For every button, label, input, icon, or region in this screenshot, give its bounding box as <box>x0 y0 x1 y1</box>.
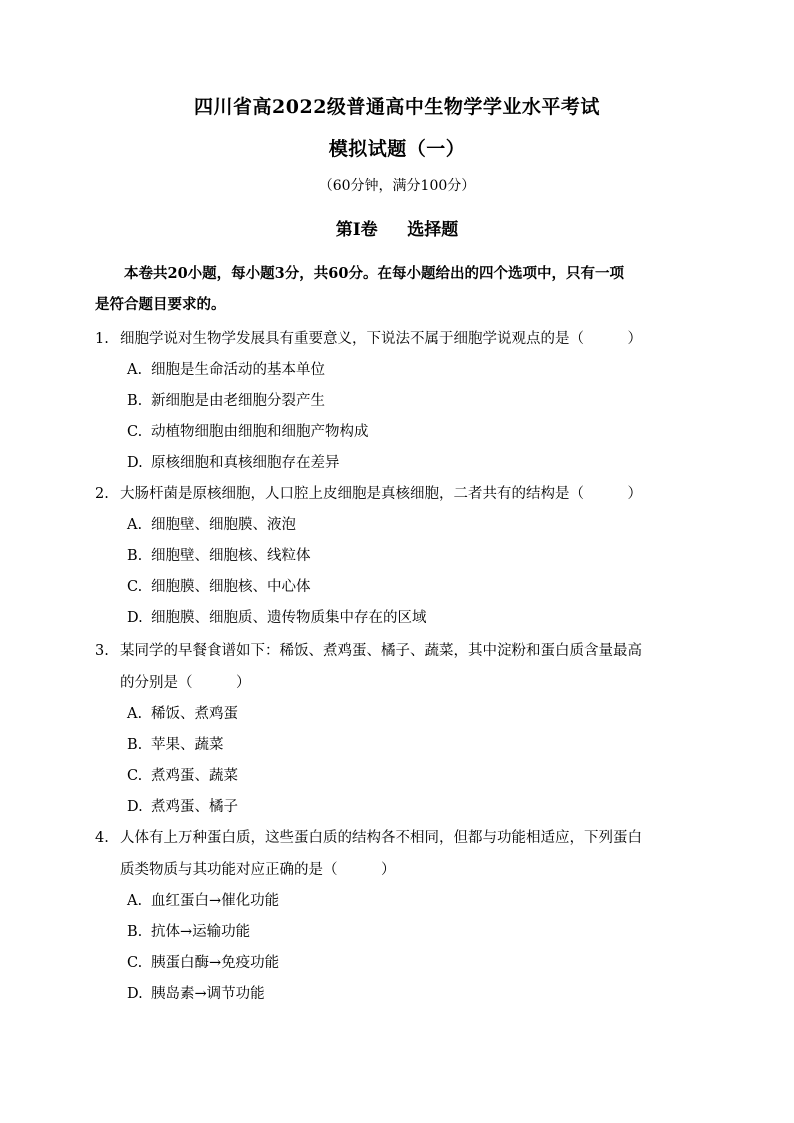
section-title: 第Ⅰ卷 选择题 <box>335 220 459 240</box>
question-4-option-a <box>127 886 279 917</box>
question-1-stem <box>95 324 698 355</box>
question-1-option-c <box>127 417 369 448</box>
option-letter: B. <box>127 393 143 409</box>
option-text: 稀饭、煮鸡蛋 <box>151 706 238 722</box>
question-text: 某同学的早餐食谱如下：稀饭、煮鸡蛋、橘子、蔬菜，其中淀粉和蛋白质含量最高 <box>120 643 642 659</box>
option-text: 煮鸡蛋、橘子 <box>151 799 238 815</box>
option-text: 原核细胞和真核细胞存在差异 <box>151 455 340 471</box>
option-letter: C. <box>127 768 143 784</box>
question-4-option-c <box>127 948 279 979</box>
instructions-line-1: 本卷共20小题，每小题3分，共60分。在每小题给出的四个选项中，只有一项 <box>124 265 624 282</box>
exam-subtitle: 模拟试题（一） <box>328 138 466 160</box>
question-2-option-b <box>127 541 311 572</box>
option-text: 细胞是生命活动的基本单位 <box>151 362 325 378</box>
question-3-option-b <box>127 730 224 761</box>
question-2-option-a <box>127 510 296 541</box>
option-letter: A. <box>127 517 143 533</box>
option-letter: C. <box>127 955 143 971</box>
option-letter: D. <box>127 610 143 626</box>
question-2-option-d <box>127 603 427 634</box>
option-letter: A. <box>127 706 143 722</box>
option-letter: D. <box>127 455 143 471</box>
question-4-stem <box>95 823 698 854</box>
question-4-option-d <box>127 979 265 1010</box>
option-text: 细胞膜、细胞核、中心体 <box>151 579 311 595</box>
option-letter: B. <box>127 737 143 753</box>
exam-title: 四川省高2022级普通高中生物学学业水平考试 <box>194 96 600 118</box>
question-1-option-b <box>127 386 325 417</box>
question-number: 4. <box>95 830 109 846</box>
option-text: 新细胞是由老细胞分裂产生 <box>151 393 325 409</box>
question-1-option-a <box>127 355 325 386</box>
option-text: 细胞壁、细胞膜、液泡 <box>151 517 296 533</box>
option-letter: B. <box>127 924 143 940</box>
question-text: 人体有上万种蛋白质，这些蛋白质的结构各不相同，但都与功能相适应，下列蛋白 <box>120 830 642 846</box>
option-letter: C. <box>127 424 143 440</box>
option-text: 煮鸡蛋、蔬菜 <box>151 768 238 784</box>
question-number: 3. <box>95 643 109 659</box>
option-text: 苹果、蔬菜 <box>151 737 224 753</box>
option-letter: D. <box>127 986 143 1002</box>
option-letter: D. <box>127 799 143 815</box>
question-1-option-d <box>127 448 340 479</box>
option-letter: A. <box>127 893 143 909</box>
option-letter: B. <box>127 548 143 564</box>
question-text: 细胞学说对生物学发展具有重要意义，下说法不属于细胞学说观点的是（ ） <box>120 331 642 347</box>
option-text: 动植物细胞由细胞和细胞产物构成 <box>151 424 369 440</box>
option-text: 细胞膜、细胞质、遗传物质集中存在的区域 <box>151 610 427 626</box>
option-text: 血红蛋白→催化功能 <box>151 893 280 909</box>
question-number: 1. <box>95 331 109 347</box>
exam-duration-score: （60分钟，满分100分） <box>318 178 476 194</box>
option-letter: C. <box>127 579 143 595</box>
option-letter: A. <box>127 362 143 378</box>
option-text: 胰岛素→调节功能 <box>151 986 265 1002</box>
option-text: 细胞壁、细胞核、线粒体 <box>151 548 311 564</box>
question-3-stem-continued: 的分别是（ ） <box>120 675 251 691</box>
option-text: 抗体→运输功能 <box>151 924 251 940</box>
question-number: 2. <box>95 486 109 502</box>
question-4-option-b <box>127 917 250 948</box>
question-3-option-c <box>127 761 238 792</box>
question-3-stem <box>95 636 698 667</box>
question-4-stem-continued: 质类物质与其功能对应正确的是（ ） <box>120 862 396 878</box>
question-2-stem <box>95 479 698 510</box>
question-3-option-a <box>127 699 238 730</box>
question-2-option-c <box>127 572 311 603</box>
option-text: 胰蛋白酶→免疫功能 <box>151 955 280 971</box>
question-3-option-d <box>127 792 238 823</box>
instructions-line-2: 是符合题目要求的。 <box>95 296 226 313</box>
question-text: 大肠杆菌是原核细胞，人口腔上皮细胞是真核细胞，二者共有的结构是（ ） <box>120 486 642 502</box>
